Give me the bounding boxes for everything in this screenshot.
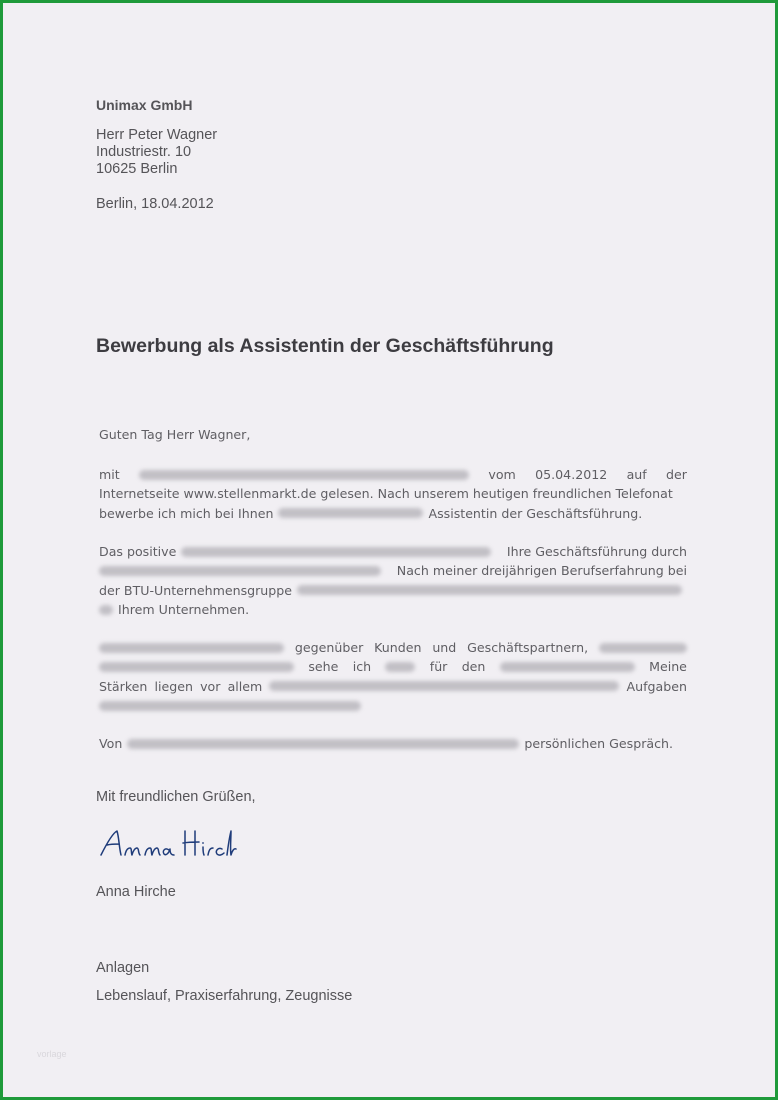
text: Ihre Geschäftsführung durch [506, 544, 687, 559]
attachments-list: Lebenslauf, Praxiserfahrung, Zeugnisse [96, 988, 353, 1004]
word: und [432, 640, 457, 655]
text-line [99, 581, 687, 600]
word: gegenüber [294, 640, 364, 655]
recipient-line: 10625 Berlin [96, 161, 178, 177]
paragraph-3 [99, 638, 687, 716]
word: auf [626, 467, 647, 482]
text: bewerbe ich mich bei Ihnen [99, 505, 274, 521]
text: persönlichen Gespräch. [524, 736, 673, 751]
attachments-title: Anlagen [96, 960, 150, 976]
word: allem [227, 678, 263, 694]
company-name: Unimax GmbH [96, 97, 193, 113]
word: den [461, 659, 486, 675]
word: Geschäftspartnern, [467, 640, 589, 655]
redacted-text [99, 643, 284, 653]
word: sehe [308, 659, 339, 675]
redacted-text [278, 508, 423, 518]
text-line [99, 504, 687, 523]
paragraph-2 [99, 542, 687, 620]
word: Kunden [374, 640, 422, 655]
text-line [99, 657, 687, 676]
word: der [666, 467, 687, 482]
redacted-text [99, 566, 381, 576]
redacted-text [99, 605, 113, 615]
text-line [99, 600, 687, 619]
redacted-text [139, 470, 469, 480]
text-line [99, 484, 687, 503]
text: Nach meiner dreijährigen Berufserfahrung bei [396, 563, 687, 579]
text-line [99, 561, 687, 580]
redacted-text [500, 662, 635, 672]
sender-name: Anna Hirche [96, 884, 176, 900]
watermark: vorlage [37, 1049, 67, 1059]
redacted-text [385, 662, 415, 672]
text: Von [99, 736, 123, 751]
letter-subject: Bewerbung als Assistentin der Geschäftsführung [96, 335, 554, 357]
text-line [99, 734, 687, 753]
text-line [99, 465, 687, 484]
date-line: Berlin, 18.04.2012 [96, 196, 214, 212]
redacted-text [297, 585, 682, 595]
redacted-text [599, 643, 687, 653]
word: vor [200, 678, 221, 694]
word: Aufgaben [626, 678, 687, 694]
word: Meine [649, 659, 687, 675]
recipient-address [96, 127, 217, 178]
word: mit [99, 467, 120, 482]
redacted-text [99, 662, 294, 672]
word: 05.04.2012 [535, 467, 608, 482]
word: ich [352, 659, 372, 675]
word: Stärken [99, 678, 148, 694]
word: liegen [154, 678, 193, 694]
closing-phrase: Mit freundlichen Grüßen, [96, 789, 256, 805]
text-line [99, 638, 687, 657]
paragraph-1 [99, 465, 687, 523]
recipient-line: Industriestr. 10 [96, 144, 192, 160]
text-line [99, 696, 687, 715]
redacted-text [127, 739, 519, 749]
text: Assistentin der Geschäftsführung. [428, 505, 643, 521]
redacted-text [99, 701, 361, 711]
redacted-text [269, 681, 619, 691]
text-line [99, 677, 687, 696]
paragraph-4 [99, 734, 687, 753]
redacted-text [181, 547, 491, 557]
text: Internetseite www.stellenmarkt.de gelesen. Nach unserem heutigen freundlichen Telefonat [99, 486, 673, 502]
text-line [99, 542, 687, 561]
word: für [429, 659, 448, 675]
text: Das positive [99, 544, 177, 559]
word: vom [488, 467, 516, 482]
handwritten-signature [97, 823, 237, 865]
text: der BTU-Unternehmensgruppe [99, 582, 293, 598]
recipient-line: Herr Peter Wagner [96, 127, 218, 143]
text: Ihrem Unternehmen. [118, 602, 250, 618]
greeting: Guten Tag Herr Wagner, [99, 427, 251, 442]
